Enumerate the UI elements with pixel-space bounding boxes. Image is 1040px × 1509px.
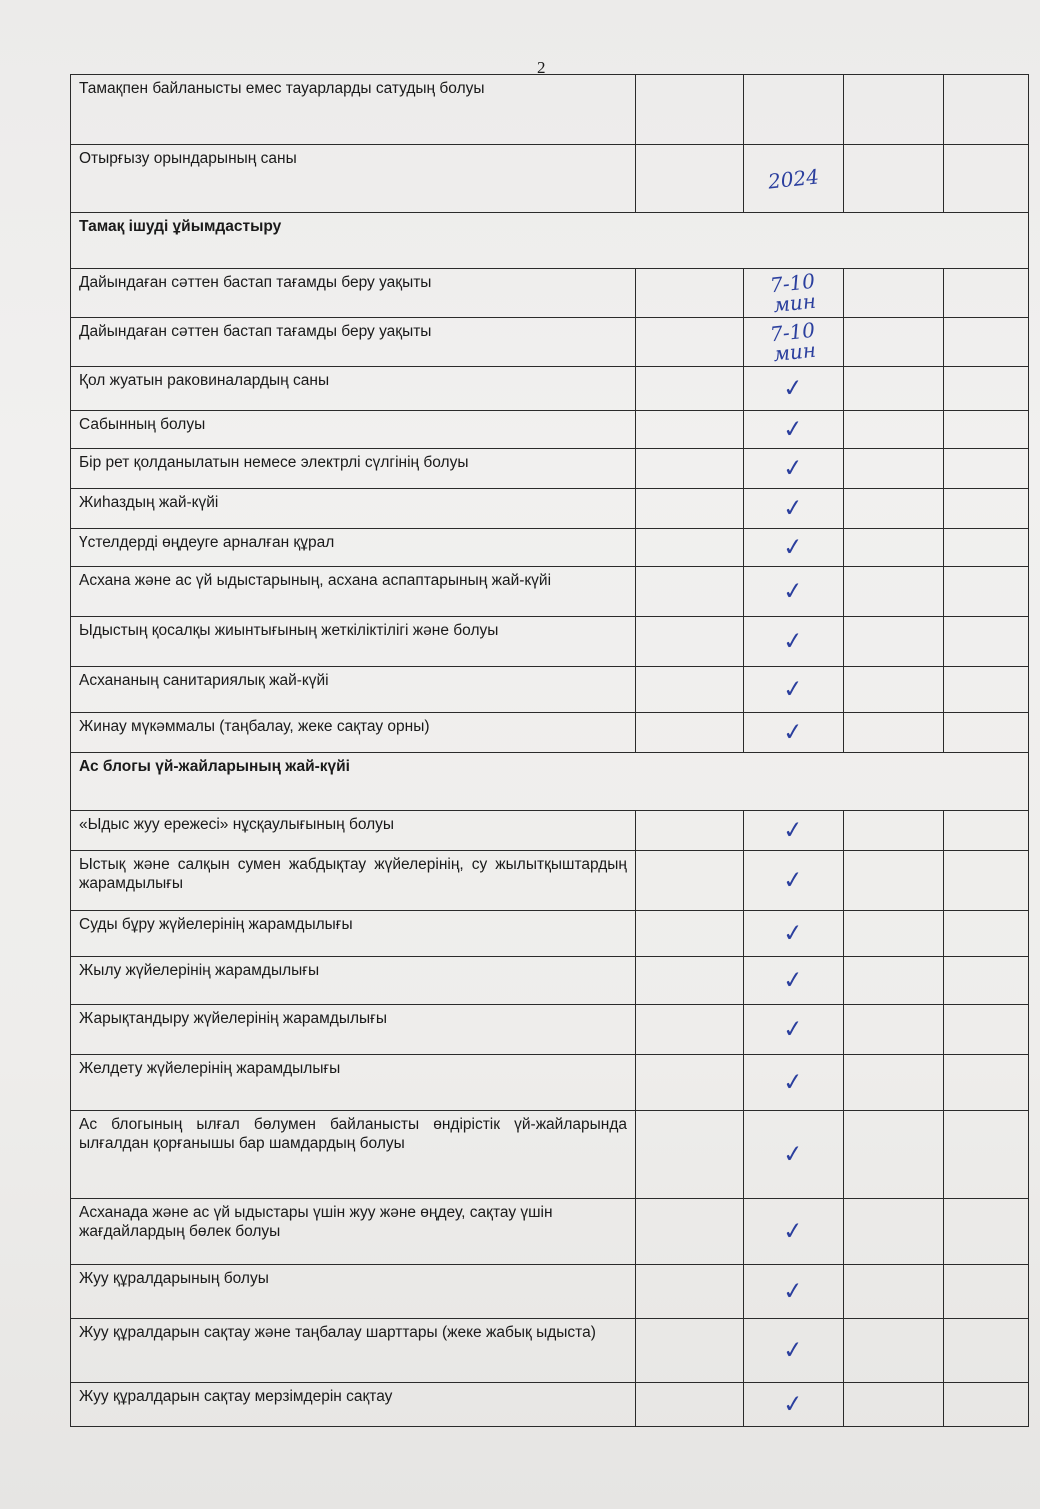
empty-cell — [844, 411, 944, 449]
empty-cell — [944, 957, 1029, 1005]
handwritten-value-cell — [744, 75, 844, 145]
empty-cell — [944, 1319, 1029, 1383]
empty-cell — [844, 957, 944, 1005]
handwritten-value-cell — [744, 318, 844, 367]
empty-cell — [844, 713, 944, 753]
empty-cell — [636, 567, 744, 617]
checklist-row — [71, 529, 1029, 567]
empty-cell — [944, 529, 1029, 567]
empty-cell — [636, 911, 744, 957]
empty-cell — [844, 851, 944, 911]
handwritten-value: 7-10 мин — [768, 268, 817, 318]
empty-cell — [944, 667, 1029, 713]
check-icon: ✓ — [781, 1216, 805, 1246]
check-icon: ✓ — [781, 1014, 805, 1044]
item-label: Жинау мүкәммалы (таңбалау, жеке сақтау орны) — [71, 713, 636, 753]
item-label: Ыстық және салқын сумен жабдықтау жүйелерінің, су жылытқыштардың жарамдылығы — [71, 851, 636, 911]
empty-cell — [944, 851, 1029, 911]
empty-cell — [944, 1055, 1029, 1111]
checkmark-cell — [744, 1055, 844, 1111]
check-icon: ✓ — [781, 918, 805, 948]
checkmark-cell — [744, 449, 844, 489]
empty-cell — [944, 1005, 1029, 1055]
checkmark-cell — [744, 1199, 844, 1265]
empty-cell — [844, 529, 944, 567]
empty-cell — [636, 1319, 744, 1383]
checklist-row — [71, 145, 1029, 213]
checklist-row — [71, 1199, 1029, 1265]
empty-cell — [944, 145, 1029, 213]
check-icon: ✓ — [781, 1335, 805, 1365]
empty-cell — [636, 957, 744, 1005]
checklist-row — [71, 911, 1029, 957]
item-label: Ыдыстың қосалқы жиынтығының жеткіліктілігі және болуы — [71, 617, 636, 667]
checklist-row — [71, 449, 1029, 489]
empty-cell — [844, 269, 944, 318]
checkmark-cell — [744, 851, 844, 911]
empty-cell — [844, 1199, 944, 1265]
checklist-row — [71, 318, 1029, 367]
empty-cell — [844, 1055, 944, 1111]
empty-cell — [944, 1199, 1029, 1265]
empty-cell — [636, 411, 744, 449]
empty-cell — [844, 145, 944, 213]
empty-cell — [636, 449, 744, 489]
item-label: Тамақпен байланысты емес тауарларды сатудың болуы — [71, 75, 636, 145]
empty-cell — [636, 367, 744, 411]
empty-cell — [636, 1199, 744, 1265]
empty-cell — [844, 1319, 944, 1383]
empty-cell — [844, 911, 944, 957]
check-icon: ✓ — [781, 1389, 805, 1419]
checkmark-cell — [744, 529, 844, 567]
empty-cell — [944, 617, 1029, 667]
checkmark-cell — [744, 1005, 844, 1055]
empty-cell — [636, 667, 744, 713]
empty-cell — [844, 1265, 944, 1319]
empty-cell — [944, 567, 1029, 617]
empty-cell — [636, 713, 744, 753]
checklist-row — [71, 957, 1029, 1005]
checklist-row — [71, 713, 1029, 753]
item-label: Үстелдерді өңдеуге арналған құрал — [71, 529, 636, 567]
empty-cell — [636, 529, 744, 567]
checklist-row — [71, 1005, 1029, 1055]
check-icon: ✓ — [781, 1276, 805, 1306]
checkmark-cell — [744, 367, 844, 411]
empty-cell — [636, 851, 744, 911]
empty-cell — [944, 489, 1029, 529]
page-number: 2 — [537, 58, 546, 77]
section-title: Ас блогы үй-жайларының жай-күйі — [71, 753, 1029, 811]
item-label: Қол жуатын раковиналардың саны — [71, 367, 636, 411]
empty-cell — [844, 1005, 944, 1055]
check-icon: ✓ — [781, 865, 805, 895]
empty-cell — [944, 1265, 1029, 1319]
checklist-row — [71, 1111, 1029, 1199]
empty-cell — [944, 1383, 1029, 1427]
empty-cell — [636, 269, 744, 318]
item-label: Ас блогының ылғал бөлумен байланысты өндірістік үй-жайларында ылғалдан қорғанышы бар шамдардың болуы — [71, 1111, 636, 1199]
empty-cell — [636, 145, 744, 213]
handwritten-value-cell — [744, 145, 844, 213]
item-label: Жуу құралдарын сақтау мерзімдерін сақтау — [71, 1383, 636, 1427]
section-header-row — [71, 213, 1029, 269]
empty-cell — [844, 318, 944, 367]
item-label: Асхананың санитариялық жай-күйі — [71, 667, 636, 713]
empty-cell — [944, 449, 1029, 489]
empty-cell — [844, 1111, 944, 1199]
item-label: Отырғызу орындарының саны — [71, 145, 636, 213]
empty-cell — [636, 318, 744, 367]
checklist-row — [71, 489, 1029, 529]
section-title: Тамақ ішуді ұйымдастыру — [71, 213, 1029, 269]
check-icon: ✓ — [781, 532, 805, 562]
checklist-row — [71, 1383, 1029, 1427]
check-icon: ✓ — [781, 626, 805, 656]
empty-cell — [636, 811, 744, 851]
checklist-row — [71, 567, 1029, 617]
empty-cell — [944, 75, 1029, 145]
handwritten-value: 2024 — [766, 163, 821, 194]
check-icon: ✓ — [781, 965, 805, 995]
empty-cell — [944, 367, 1029, 411]
empty-cell — [944, 713, 1029, 753]
empty-cell — [844, 75, 944, 145]
checklist-row — [71, 411, 1029, 449]
checklist-row — [71, 617, 1029, 667]
checklist-row — [71, 75, 1029, 145]
checklist-row — [71, 811, 1029, 851]
checklist-row — [71, 1319, 1029, 1383]
item-label: Бір рет қолданылатын немесе электрлі сүлгінің болуы — [71, 449, 636, 489]
checkmark-cell — [744, 713, 844, 753]
checkmark-cell — [744, 1265, 844, 1319]
checklist-row — [71, 1265, 1029, 1319]
checklist-row — [71, 1055, 1029, 1111]
checkmark-cell — [744, 1319, 844, 1383]
check-icon: ✓ — [781, 717, 805, 747]
empty-cell — [944, 811, 1029, 851]
empty-cell — [944, 911, 1029, 957]
item-label: Сабынның болуы — [71, 411, 636, 449]
checklist-row — [71, 269, 1029, 318]
item-label: Дайындаған сәттен бастап тағамды беру уақыты — [71, 318, 636, 367]
check-icon: ✓ — [781, 414, 805, 444]
handwritten-value: 7-10 мин — [768, 317, 817, 367]
checkmark-cell — [744, 411, 844, 449]
check-icon: ✓ — [781, 1139, 805, 1169]
checklist-row — [71, 667, 1029, 713]
check-icon: ✓ — [781, 815, 805, 845]
empty-cell — [944, 269, 1029, 318]
checkmark-cell — [744, 1111, 844, 1199]
check-icon: ✓ — [781, 373, 805, 403]
checkmark-cell — [744, 567, 844, 617]
empty-cell — [844, 667, 944, 713]
item-label: Жылу жүйелерінің жарамдылығы — [71, 957, 636, 1005]
section-header-row — [71, 753, 1029, 811]
empty-cell — [844, 489, 944, 529]
empty-cell — [844, 1383, 944, 1427]
empty-cell — [636, 617, 744, 667]
empty-cell — [844, 617, 944, 667]
item-label: Суды бұру жүйелерінің жарамдылығы — [71, 911, 636, 957]
checklist-row — [71, 367, 1029, 411]
check-icon: ✓ — [781, 453, 805, 483]
empty-cell — [636, 75, 744, 145]
checklist-row — [71, 851, 1029, 911]
checkmark-cell — [744, 957, 844, 1005]
handwritten-value-cell — [744, 269, 844, 318]
item-label: Жуу құралдарының болуы — [71, 1265, 636, 1319]
item-label: Жарықтандыру жүйелерінің жарамдылығы — [71, 1005, 636, 1055]
checkmark-cell — [744, 811, 844, 851]
empty-cell — [636, 1265, 744, 1319]
item-label: Асхана және ас үй ыдыстарының, асхана аспаптарының жай-күйі — [71, 567, 636, 617]
item-label: Дайындаған сәттен бастап тағамды беру уақыты — [71, 269, 636, 318]
inspection-checklist-table — [70, 74, 1029, 1427]
checkmark-cell — [744, 667, 844, 713]
empty-cell — [636, 1111, 744, 1199]
checkmark-cell — [744, 1383, 844, 1427]
empty-cell — [636, 1055, 744, 1111]
item-label: «Ыдыс жуу ережесі» нұсқаулығының болуы — [71, 811, 636, 851]
empty-cell — [844, 449, 944, 489]
empty-cell — [636, 1383, 744, 1427]
empty-cell — [844, 567, 944, 617]
checkmark-cell — [744, 617, 844, 667]
check-icon: ✓ — [781, 576, 805, 606]
empty-cell — [944, 318, 1029, 367]
check-icon: ✓ — [781, 493, 805, 523]
checkmark-cell — [744, 911, 844, 957]
checkmark-cell — [744, 489, 844, 529]
empty-cell — [944, 411, 1029, 449]
empty-cell — [636, 1005, 744, 1055]
empty-cell — [844, 811, 944, 851]
item-label: Асханада және ас үй ыдыстары үшін жуу және өңдеу, сақтау үшін жағдайлардың бөлек болуы — [71, 1199, 636, 1265]
check-icon: ✓ — [781, 1067, 805, 1097]
empty-cell — [636, 489, 744, 529]
check-icon: ✓ — [781, 674, 805, 704]
item-label: Жиһаздың жай-күйі — [71, 489, 636, 529]
item-label: Желдету жүйелерінің жарамдылығы — [71, 1055, 636, 1111]
item-label: Жуу құралдарын сақтау және таңбалау шарттары (жеке жабық ыдыста) — [71, 1319, 636, 1383]
empty-cell — [844, 367, 944, 411]
empty-cell — [944, 1111, 1029, 1199]
